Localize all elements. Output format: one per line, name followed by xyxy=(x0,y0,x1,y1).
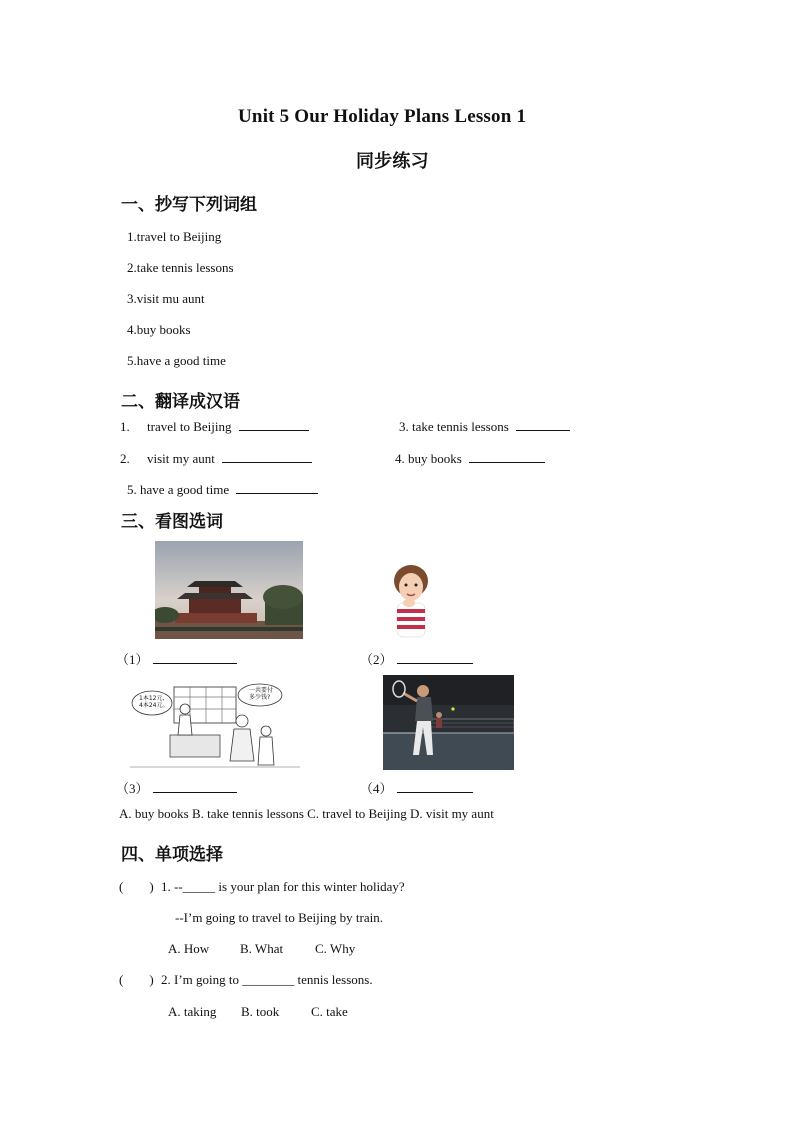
question-1-option-b[interactable]: B. What xyxy=(240,941,284,956)
phrase-item: 2.take tennis lessons xyxy=(127,260,234,275)
picture-label-4 xyxy=(360,778,473,797)
section-2-heading: 二、翻译成汉语 xyxy=(121,392,240,412)
section-3-heading: 三、看图选词 xyxy=(121,512,223,532)
section-1-heading: 一、抄写下列词组 xyxy=(121,195,257,215)
translate-item-4 xyxy=(395,450,545,467)
picture-label-3 xyxy=(116,778,237,797)
phrase-item: 5.have a good time xyxy=(127,353,226,368)
phrase-item: 3.visit mu aunt xyxy=(127,291,205,306)
phrase-item: 4.buy books xyxy=(127,322,191,337)
question-1-dialogue: --I’m going to travel to Beijing by train. xyxy=(175,910,383,925)
tennis-photo xyxy=(383,675,514,770)
label-number: （3） xyxy=(116,781,149,796)
item-number: 1. xyxy=(120,419,130,434)
question-1-paren[interactable]: ( ) xyxy=(119,879,154,894)
answer-blank[interactable] xyxy=(516,418,570,431)
question-2-stem: 2. I’m going to ________ tennis lessons. xyxy=(161,972,373,987)
label-number: （1） xyxy=(116,652,149,667)
answer-blank[interactable] xyxy=(239,418,309,431)
question-2-option-c[interactable]: C. take xyxy=(311,1004,348,1019)
question-2-paren[interactable]: ( ) xyxy=(119,972,154,987)
picture-label-1 xyxy=(116,649,237,668)
aunt-illustration xyxy=(387,563,435,638)
label-number: （4） xyxy=(360,781,393,796)
answer-blank[interactable] xyxy=(153,651,237,664)
item-text: buy books xyxy=(408,451,462,466)
answer-blank[interactable] xyxy=(397,780,473,793)
bookstore-illustration xyxy=(130,683,300,770)
beijing-photo xyxy=(155,541,303,639)
translate-item-1 xyxy=(120,418,309,435)
speech-bubble-price: 1本12元, 4本24元。 xyxy=(139,695,169,709)
item-text: travel to Beijing xyxy=(147,419,232,434)
question-1-stem: 1. --_____ is your plan for this winter holiday? xyxy=(161,879,405,894)
item-number: 2. xyxy=(120,451,130,466)
answer-blank[interactable] xyxy=(222,450,312,463)
section-4-heading: 四、单项选择 xyxy=(121,845,223,865)
answer-blank[interactable] xyxy=(469,450,545,463)
answer-blank[interactable] xyxy=(236,481,318,494)
item-text: take tennis lessons xyxy=(412,419,509,434)
item-number: 3. xyxy=(399,419,409,434)
phrase-item: 1.travel to Beijing xyxy=(127,229,222,244)
question-2-option-a[interactable]: A. taking xyxy=(168,1004,217,1019)
translate-item-5 xyxy=(127,481,318,498)
page-title: Unit 5 Our Holiday Plans Lesson 1 xyxy=(238,106,527,127)
item-number: 4. xyxy=(395,451,405,466)
page-subtitle: 同步练习 xyxy=(356,151,429,172)
item-text: have a good time xyxy=(140,482,230,497)
item-number: 5. xyxy=(127,482,137,497)
answer-blank[interactable] xyxy=(153,780,237,793)
speech-bubble-question: 一共要付 多少钱? xyxy=(249,687,274,701)
label-number: （2） xyxy=(360,652,393,667)
picture-options: A. buy books B. take tennis lessons C. travel to Beijing D. visit my aunt xyxy=(119,806,494,821)
picture-label-2 xyxy=(360,649,473,668)
question-1-option-c[interactable]: C. Why xyxy=(315,941,356,956)
answer-blank[interactable] xyxy=(397,651,473,664)
question-1-option-a[interactable]: A. How xyxy=(168,941,210,956)
question-2-option-b[interactable]: B. took xyxy=(241,1004,280,1019)
item-text: visit my aunt xyxy=(147,451,215,466)
translate-item-3 xyxy=(399,418,570,435)
translate-item-2 xyxy=(120,450,312,467)
